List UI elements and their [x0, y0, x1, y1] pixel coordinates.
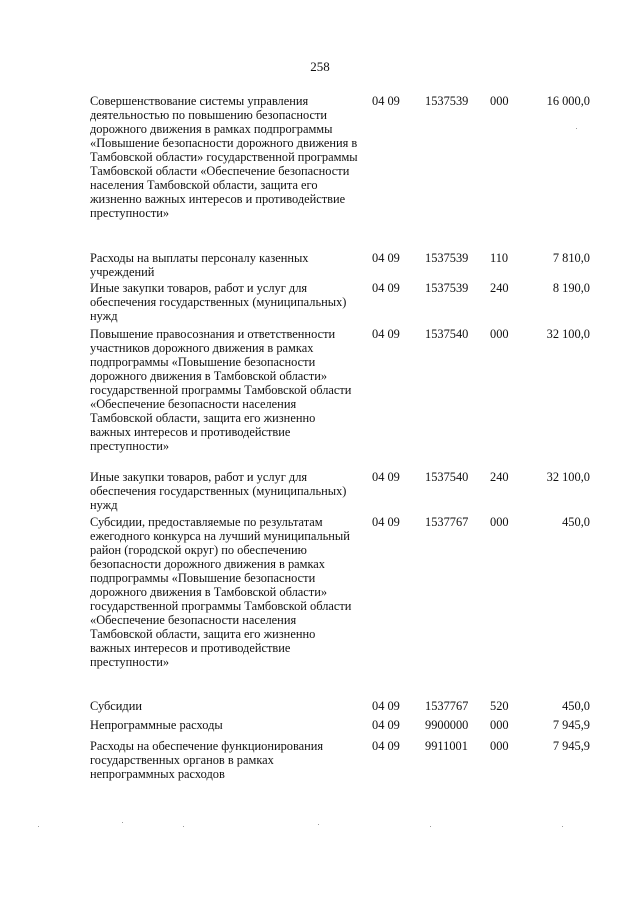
row-description: Непрограммные расходы — [90, 718, 223, 732]
row-description: Иные закупки товаров, работ и услуг для обеспечения государственных (муниципальных) нужд — [90, 470, 347, 512]
table-row — [90, 327, 612, 470]
table-row — [90, 739, 612, 789]
table-row — [90, 470, 612, 515]
amount: 32 100,0 — [546, 327, 590, 341]
expense-type-code: 000 — [490, 718, 509, 732]
target-article-code: 1537540 — [425, 470, 469, 484]
section-code: 04 09 — [372, 327, 400, 341]
expense-type-code: 000 — [490, 94, 509, 108]
scan-speck — [183, 826, 184, 827]
expense-type-code: 240 — [490, 281, 509, 295]
scan-speck — [38, 826, 39, 827]
table-row — [90, 718, 612, 739]
row-description: Иные закупки товаров, работ и услуг для обеспечения государственных (муниципальных) нужд — [90, 281, 347, 323]
row-description: Расходы на обеспечение функционирования государственных органов в рамках непрограммных расходов — [90, 739, 324, 781]
target-article-code: 1537767 — [425, 515, 469, 529]
target-article-code: 1537540 — [425, 327, 469, 341]
expense-type-code: 000 — [490, 515, 509, 529]
amount: 8 190,0 — [552, 281, 590, 295]
scan-speck — [318, 824, 319, 825]
row-description: Совершенствование системы управления деятельностью по повышению безопасности дорожного движения в рамках подпрограммы «Повышение безопасности дорожного движения в Тамбовской области» государственной программы Тамбовской области «Обеспечение безопасности населения Тамбовской области, защита его жизненно важных интересов и противодействие преступности» — [90, 94, 358, 220]
target-article-code: 9911001 — [425, 739, 468, 753]
scan-speck — [122, 822, 123, 823]
amount: 16 000,0 — [546, 94, 590, 108]
amount: 450,0 — [562, 699, 590, 713]
row-description: Субсидии — [90, 699, 142, 713]
section-code: 04 09 — [372, 739, 400, 753]
amount: 32 100,0 — [546, 470, 590, 484]
amount: 7 810,0 — [552, 251, 590, 265]
target-article-code: 1537539 — [425, 281, 469, 295]
section-code: 04 09 — [372, 281, 400, 295]
scan-speck — [562, 826, 563, 827]
section-code: 04 09 — [372, 699, 400, 713]
amount: 7 945,9 — [552, 718, 590, 732]
table-row — [90, 94, 612, 251]
section-code: 04 09 — [372, 718, 400, 732]
target-article-code: 9900000 — [425, 718, 469, 732]
table-row — [90, 251, 612, 281]
amount: 450,0 — [562, 515, 590, 529]
row-description: Повышение правосознания и ответственности участников дорожного движения в рамках подпрограммы «Повышение безопасности дорожного движения в Тамбовской области» государственной программы Тамбовской области «Обеспечение безопасности населения Тамбовской области, защита его жизненно важных интересов и противодействие преступности» — [90, 327, 352, 453]
page-number: 258 — [310, 59, 330, 74]
target-article-code: 1537767 — [425, 699, 469, 713]
row-description: Расходы на выплаты персоналу казенных учреждений — [90, 251, 309, 279]
scan-speck — [430, 826, 431, 827]
target-article-code: 1537539 — [425, 94, 469, 108]
section-code: 04 09 — [372, 94, 400, 108]
expense-type-code: 520 — [490, 699, 509, 713]
table-row — [90, 699, 612, 718]
table-row — [90, 515, 612, 699]
expense-type-code: 240 — [490, 470, 509, 484]
expense-type-code: 110 — [490, 251, 509, 265]
expense-type-code: 000 — [490, 739, 509, 753]
table-row — [90, 281, 612, 327]
row-description: Субсидии, предоставляемые по результатам ежегодного конкурса на лучший муниципальный район (городской округ) по обеспечению безопасности дорожного движения в рамках подпрограммы «Повышение безопасности дорожного движения в Тамбовской области» государственной программы Тамбовской области «Обеспечение безопасности населения Тамбовской области, защита его жизненно важных интересов и противодействие преступности» — [90, 515, 352, 669]
section-code: 04 09 — [372, 251, 400, 265]
section-code: 04 09 — [372, 515, 400, 529]
budget-table — [90, 94, 612, 789]
section-code: 04 09 — [372, 470, 400, 484]
target-article-code: 1537539 — [425, 251, 469, 265]
amount: 7 945,9 — [552, 739, 590, 753]
scan-speck — [576, 128, 577, 129]
expense-type-code: 000 — [490, 327, 509, 341]
